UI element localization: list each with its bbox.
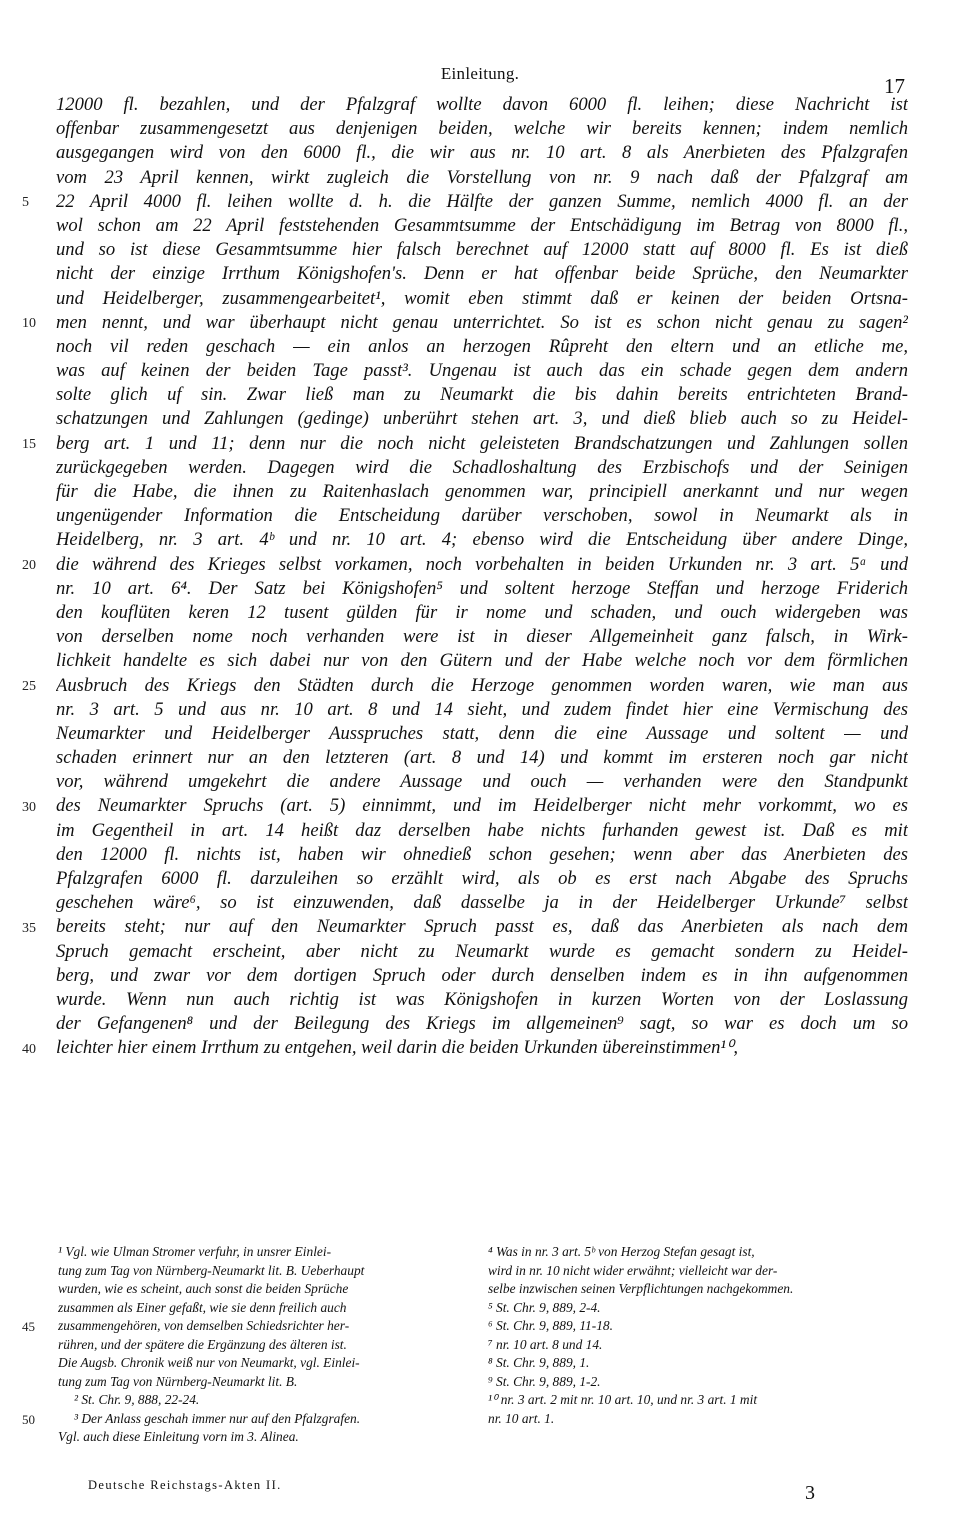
footnote-line: selbe inzwischen seinen Verpflichtungen nachgekommen. (488, 1281, 794, 1296)
line-number: 25 (22, 678, 36, 694)
text-line: nr. 10 art. 6⁴. Der Satz bei Königshofen⁵ und soltent herzoge Steffan und herzoge Friderich (56, 577, 908, 599)
running-header-title: Einleitung. (440, 64, 520, 83)
footnote-line: ⁴ Was in nr. 3 art. 5ᵇ von Herzog Stefan gesagt ist, (488, 1244, 755, 1259)
footnote-line-number: 45 (22, 1319, 35, 1334)
text-line: berg, und zwar vor dem dortigen Spruch oder durch denselben indem es in ihn aufgenommen (56, 964, 908, 986)
text-line: des Neumarkter Spruchs (art. 5) einnimmt, und im Heidelberger nicht mehr vorkommt, wo es (56, 795, 908, 817)
footnote-line: rühren, und der spätere die Ergänzung des älteren ist. (58, 1336, 347, 1352)
text-line: zurückgegeben werden. Dagegen wird die Schadloshaltung des Erzbischofs und der Seinigen (56, 456, 908, 478)
footnote-line: ⁸ St. Chr. 9, 889, 1. (488, 1355, 590, 1370)
sheet-signature-number: 3 (805, 1482, 815, 1504)
text-line: offenbar zusammengesetzt aus denjenigen beiden, welche wir bereits kennen; indem nemlich (56, 118, 908, 140)
text-line: von derselben nome noch verhanden were ist in dieser Allgemeinheit ganz falsch, in Wirk- (56, 626, 908, 648)
page-number: 17 (884, 74, 905, 98)
text-line: was auf keinen der beiden Tage passt³. Ungenau ist auch das ein schade gegen dem andern (56, 360, 908, 382)
footnote-line: zusammen als Einer gefaßt, wie sie denn freilich auch (58, 1299, 347, 1315)
main-text-block (56, 93, 908, 1061)
text-line: 12000 fl. bezahlen, und der Pfalzgraf wollte davon 6000 fl. leihen; diese Nachricht ist (56, 94, 908, 115)
footnote-line: nr. 10 art. 1. (488, 1410, 555, 1426)
text-line: Neumarkter und Heidelberger Ausspruches statt, denn die eine Aussage und soltent — und (56, 722, 908, 744)
text-line: den 12000 fl. nichts ist, haben wir ohnedieß schon gesehen; wenn aber das Anerbieten des (56, 843, 908, 865)
line-number: 35 (22, 920, 36, 936)
footnote-line: tung zum Tag von Nürnberg-Neumarkt lit. B. Ueberhaupt (58, 1262, 365, 1278)
text-line: solte glich uf sin. Zwar ließ man zu Neumarkt die bis dahin bereits entrichteten Brand- (56, 384, 908, 406)
text-line: schatzungen und Zahlungen (gedinge) unberührt stehen art. 3, und dieß blieb auch so zu Heidel- (56, 408, 908, 430)
text-line: bereits steht; nur auf den Neumarkter Spruch passt es, daß das Anerbieten als nach dem (56, 916, 908, 938)
footnote-line: ³ Der Anlass geschah immer nur auf den Pfalzgrafen. (74, 1410, 361, 1426)
footnote-line-number: 50 (22, 1411, 35, 1427)
text-line: der Gefangenen⁸ und der Beilegung des Kriegs im allgemeinen⁹ sagt, so war es doch um so (56, 1013, 908, 1035)
text-line: nr. 3 art. 5 und aus nr. 10 art. 8 und 14 sieht, und zudem findet hier eine Vermischung des (56, 698, 908, 720)
text-line: die während des Krieges selbst vorkamen, noch vorbehalten in beiden Urkunden nr. 3 art. 5ᵃ und (56, 553, 908, 575)
text-line: im Gegentheil in art. 14 heißt daz derselben habe nichts furhanden gewest ist. Daß es mit (56, 819, 908, 841)
line-number: 15 (22, 436, 36, 452)
text-line: geschehen wäre⁶, so ist einzuwenden, daß dasselbe ja in der Heidelberger Urkunde⁷ selbst (56, 892, 908, 914)
text-line: schaden erinnert nur an den letzteren (art. 8 und 14) und kommt im ersteren noch gar nicht (56, 747, 908, 769)
text-line: Spruch gemacht erscheint, aber nicht zu Neumarkt wurde es gemacht sondern zu Heidel- (56, 940, 908, 962)
text-line: wurde. Wenn nun auch richtig ist was Königshofen in kurzen Worten von der Loslassung (56, 988, 908, 1010)
text-line: und Heidelberger, zusammengearbeitet¹, womit eben stimmt daß er keinen der beiden Ortsna- (56, 287, 908, 309)
text-line: noch vil reden geschach — ein anlos an herzogen Rûpreht den eltern und an etliche me, (56, 335, 908, 357)
footnotes-right-column (488, 1243, 908, 1428)
footnote-line: ⁵ St. Chr. 9, 889, 2-4. (488, 1299, 601, 1315)
text-line: ungenügender Information die Entscheidung darüber verschoben, sowol in Neumarkt als in (56, 505, 908, 527)
text-line: und so ist diese Gesammtsumme hier falsch berechnet auf 12000 statt auf 8000 fl. Es ist dieß (56, 239, 908, 261)
footnote-line: Vgl. auch diese Einleitung vorn im 3. Alinea. (58, 1429, 299, 1444)
footnote-line: wurden, wie es scheint, auch sonst die beiden Sprüche (58, 1281, 349, 1296)
footnote-line: ⁷ nr. 10 art. 8 und 14. (488, 1336, 603, 1352)
text-line: vom 23 April kennen, wirkt zugleich die Vorstellung von nr. 9 nach daß der Pfalzgraf am (56, 166, 908, 188)
footnote-line: ⁶ St. Chr. 9, 889, 11-18. (488, 1318, 613, 1333)
footnote-line: ¹⁰ nr. 3 art. 2 mit nr. 10 art. 10, und nr. 3 art. 1 mit (488, 1392, 758, 1407)
text-line: für die Habe, die ihnen zu Raitenhaslach genommen war, principiell anerkannt und nur wegen (56, 481, 908, 502)
text-line: nicht der einzige Irrthum Königshofen's. Denn er hat offenbar beide Sprüche, den Neumarkter (56, 263, 908, 285)
imprint-line: Deutsche Reichstags-Akten II. (88, 1478, 282, 1492)
line-number: 20 (22, 557, 36, 573)
line-number: 40 (22, 1041, 36, 1057)
text-line: ausgegangen wird von den 6000 fl., die wir aus nr. 10 art. 8 als Anerbieten des Pfalzgrafen (56, 142, 908, 164)
text-line: Pfalzgrafen 6000 fl. darzuleihen so erzählt wird, als ob es erst nach Abgabe des Spruchs (56, 868, 908, 889)
footnote-line: ² St. Chr. 9, 888, 22-24. (74, 1392, 200, 1407)
line-number: 10 (22, 315, 36, 331)
footnote-line: ⁹ St. Chr. 9, 889, 1-2. (488, 1373, 601, 1389)
text-line: berg art. 1 und 11; denn nur die noch nicht geleisteten Brandschatzungen und Zahlungen sollen (56, 432, 908, 454)
text-line: 22 April 4000 fl. leihen wollte d. h. die Hälfte der ganzen Summe, nemlich 4000 fl. an der (56, 190, 908, 212)
line-number: 30 (22, 799, 36, 815)
footnote-line: tung zum Tag von Nürnberg-Neumarkt lit. B. (58, 1373, 298, 1389)
text-line: men nennt, und war überhaupt nicht genau unterrichtet. So ist es schon nicht genau zu sagen² (56, 311, 908, 333)
text-line: vor, während umgekehrt die andere Aussage und ouch — verhanden were den Standpunkt (56, 771, 908, 793)
text-line: lichkeit handelte es sich dabei nur von den Gütern und der Habe welche noch vor dem förmlichen (56, 650, 908, 672)
line-number: 5 (22, 194, 29, 210)
footnote-line: wird in nr. 10 nicht wider erwähnt; vielleicht war der- (488, 1262, 778, 1278)
text-line: Heidelberg, nr. 3 art. 4ᵇ und nr. 10 art. 4; ebenso wird die Entscheidung über andere Dinge, (56, 529, 908, 551)
footnote-line: zusammengehören, von demselben Schiedsrichter her- (58, 1318, 350, 1333)
footnote-line: ¹ Vgl. wie Ulman Stromer verfuhr, in unsrer Einlei- (58, 1244, 332, 1259)
text-line: wol schon am 22 April feststehenden Gesammtsumme der Entschädigung im Betrag von 8000 fl., (56, 214, 908, 236)
text-line: den kouflüten keren 12 tusent gülden für ir nome und schaden, und ouch widergeben was (56, 601, 908, 623)
text-line: Ausbruch des Kriegs den Städten durch die Herzoge genommen worden waren, wie man aus (56, 674, 908, 696)
text-line: leichter hier einem Irrthum zu entgehen, weil darin die beiden Urkunden übereinstimmen¹⁰, (56, 1037, 739, 1059)
footnote-line: Die Augsb. Chronik weiß nur von Neumarkt, vgl. Einlei- (58, 1355, 360, 1370)
footnotes-left-column (58, 1243, 466, 1447)
